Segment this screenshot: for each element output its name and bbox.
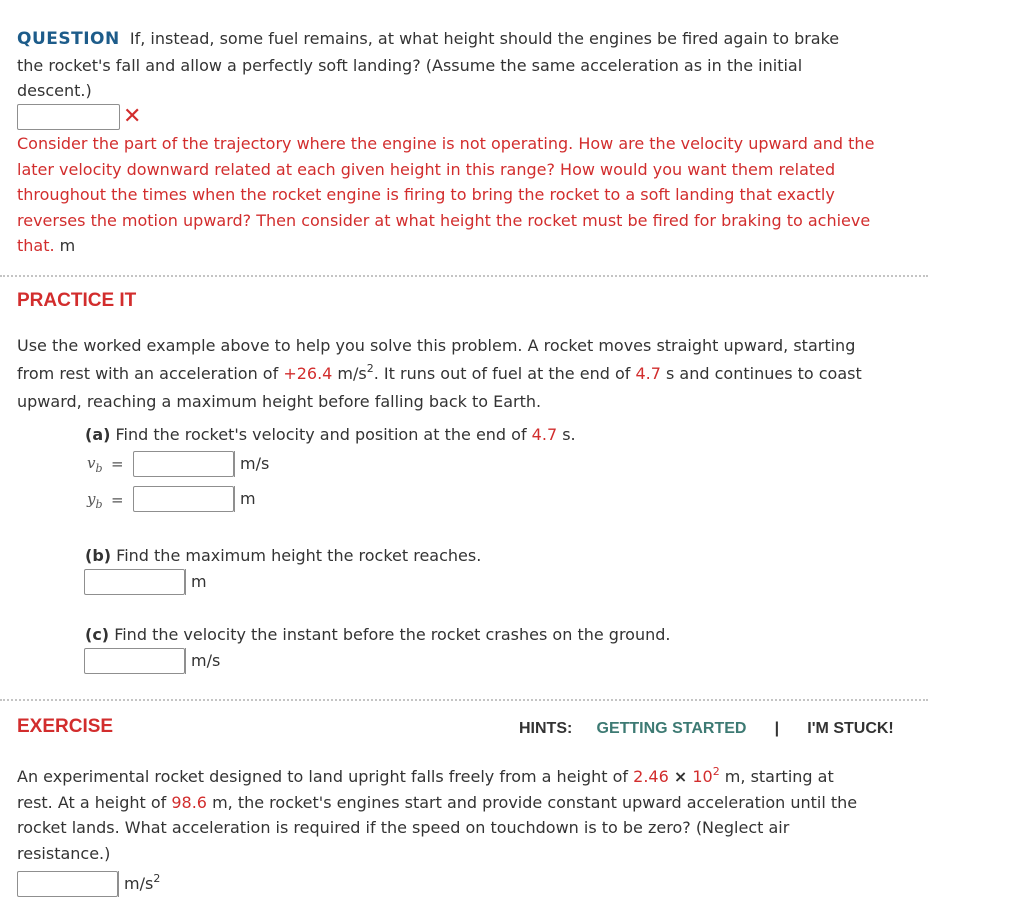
practice-acceleration: +26.4 — [283, 364, 333, 383]
vb-equals: = — [111, 455, 124, 473]
practice-intro-line2-a: from rest with an acceleration of — [17, 364, 284, 383]
question-block — [17, 26, 937, 104]
crash-velocity-input[interactable] — [84, 648, 185, 674]
crash-velocity-unit: m/s — [185, 648, 220, 674]
hints-bar — [519, 718, 894, 738]
hints-separator: | — [774, 720, 780, 737]
question-feedback — [17, 131, 937, 259]
yb-equals: = — [111, 491, 124, 509]
question-text-line1: If, instead, some fuel remains, at what height should the engines be fired again to brake — [129, 29, 840, 48]
exercise-height-mantissa: 2.46 — [633, 767, 669, 786]
part-a-text: Find the rocket's velocity and position at the end of — [110, 425, 532, 444]
question-label: QUESTION — [17, 29, 120, 49]
practice-intro-line2-c: . It runs out of fuel at the end of — [373, 364, 636, 383]
exercise-unit-base: m/s — [124, 874, 154, 893]
vb-unit: m/s — [234, 451, 269, 477]
im-stuck-link[interactable]: I'M STUCK! — [807, 720, 894, 737]
practice-time: 4.7 — [635, 364, 661, 383]
vb-symbol-letter: v — [87, 454, 96, 472]
part-a-prompt — [85, 422, 576, 448]
yb-unit: m — [234, 486, 256, 512]
part-c-text: Find the velocity the instant before the rocket crashes on the ground. — [109, 625, 671, 644]
practice-intro-line2-b: m/s — [332, 364, 367, 383]
part-c-label: (c) — [85, 625, 110, 644]
exercise-text — [17, 764, 937, 866]
feedback-line-4: reverses the motion upward? Then consider at what height the rocket must be fired for braking to achieve — [17, 210, 871, 230]
max-height-unit: m — [185, 569, 207, 595]
question-text-line2: the rocket's fall and allow a perfectly soft landing? (Assume the same acceleration as in the initial — [17, 55, 803, 75]
exercise-answer-input[interactable] — [17, 871, 118, 897]
practice-accel-exponent: 2 — [366, 361, 374, 375]
exercise-line1-a: An experimental rocket designed to land upright falls freely from a height of — [17, 767, 634, 786]
practice-intro — [17, 332, 937, 416]
practice-title: PRACTICE IT — [17, 290, 137, 311]
feedback-line-1: Consider the part of the trajectory where the engine is not operating. How are the velocity upward and the — [17, 134, 875, 153]
hints-label: HINTS: — [519, 720, 573, 737]
yb-symbol-letter: y — [87, 490, 96, 508]
part-a-text-end: s. — [557, 425, 576, 444]
part-b-prompt — [85, 543, 481, 569]
feedback-line-3: throughout the times when the rocket engine is firing to bring the rocket to a soft landing that exactly — [17, 185, 835, 204]
incorrect-x-icon: ✕ — [123, 104, 142, 129]
part-b-text: Find the maximum height the rocket reaches. — [111, 546, 482, 565]
part-a-time: 4.7 — [531, 425, 558, 444]
exercise-line2-b: m, the rocket's engines start and provide constant upward acceleration until the — [206, 792, 858, 812]
exercise-height-base: 10 — [692, 767, 713, 786]
exercise-title: EXERCISE — [17, 716, 114, 737]
question-text-line3: descent.) — [17, 81, 92, 100]
part-c-prompt — [85, 622, 670, 648]
part-a-label: (a) — [85, 425, 111, 444]
yb-subscript: b — [95, 498, 103, 511]
exercise-line3: rocket lands. What acceleration is required if the speed on touchdown is to be zero? (Neglect air — [17, 818, 790, 837]
exercise-unit-exponent: 2 — [153, 871, 161, 885]
exercise-line2-a: rest. At a height of — [17, 792, 172, 812]
feedback-line-2: later velocity downward related at each given height in this range? How would you want them related — [17, 159, 836, 179]
vb-input[interactable] — [133, 451, 234, 477]
yb-symbol — [87, 490, 103, 511]
exercise-line1-b: m, starting at — [719, 767, 834, 786]
part-b-label: (b) — [85, 546, 112, 565]
section-divider-1 — [0, 275, 928, 277]
getting-started-link[interactable]: GETTING STARTED — [596, 720, 747, 737]
question-answer-input[interactable] — [17, 104, 120, 130]
exercise-line4: resistance.) — [17, 843, 111, 863]
practice-intro-line3: upward, reaching a maximum height before falling back to Earth. — [17, 392, 542, 411]
question-unit: m — [59, 236, 76, 255]
practice-intro-line1: Use the worked example above to help you solve this problem. A rocket moves straight upward, starting — [17, 336, 856, 355]
vb-subscript: b — [95, 462, 103, 475]
section-divider-2 — [0, 699, 928, 701]
exercise-unit — [118, 871, 160, 897]
feedback-line-5: that. — [17, 236, 55, 255]
exercise-height-exponent: 2 — [712, 764, 720, 778]
times-sign: × — [673, 767, 688, 786]
max-height-input[interactable] — [84, 569, 185, 595]
vb-symbol — [87, 454, 103, 475]
exercise-engine-height: 98.6 — [171, 792, 207, 812]
practice-intro-line2-d: s and continues to coast — [660, 364, 862, 383]
yb-input[interactable] — [133, 486, 234, 512]
